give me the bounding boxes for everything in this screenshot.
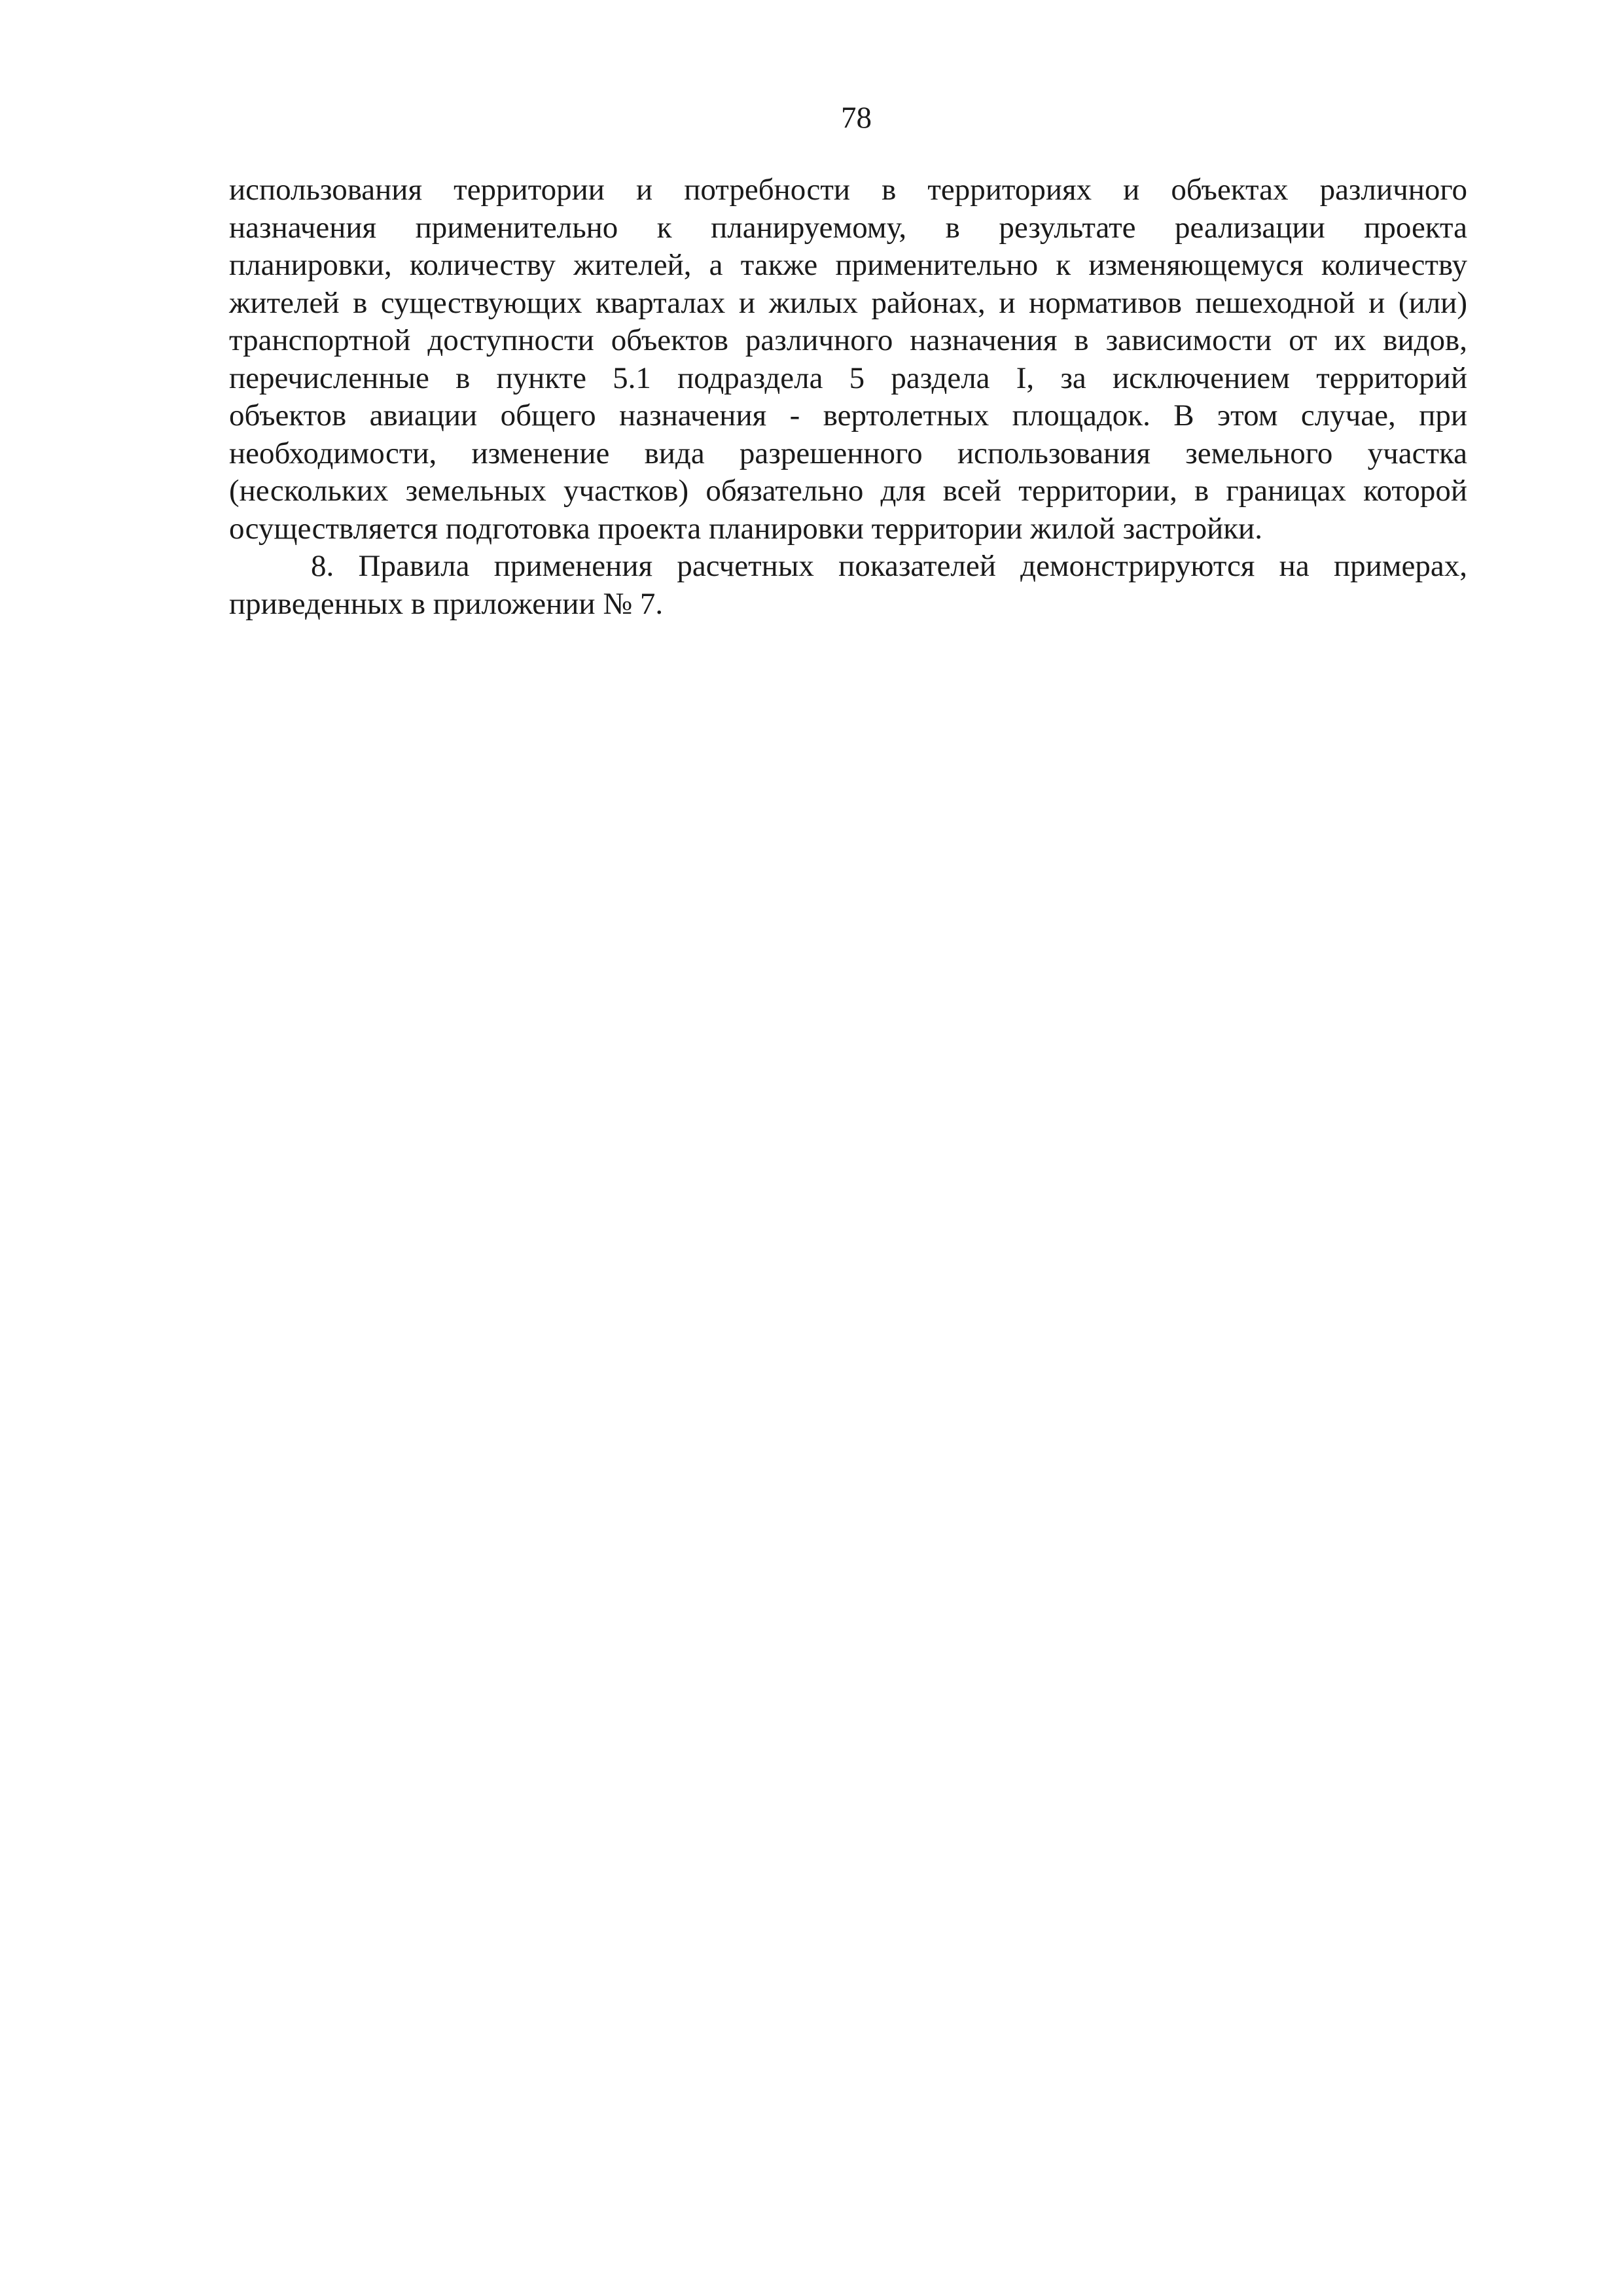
text-line: жителей в существующих кварталах и жилых районах, и нормативов пешеходной и (или) — [229, 285, 1467, 320]
text-line: приведенных в приложении № 7. — [229, 586, 664, 621]
text-line: транспортной доступности объектов различного назначения в зависимости от их видов, — [229, 323, 1467, 357]
page-number: 78 — [841, 101, 872, 135]
text-line: 8. Правила применения расчетных показателей демонстрируются на примерах, — [311, 549, 1467, 583]
text-line: осуществляется подготовка проекта планировки территории жилой застройки. — [229, 511, 1262, 546]
text-line: необходимости, изменение вида разрешенного использования земельного участка — [229, 436, 1467, 470]
text-line: перечисленные в пункте 5.1 подраздела 5 раздела I, за исключением территорий — [229, 361, 1467, 395]
paragraph-item-8 — [229, 548, 1467, 623]
text-line: объектов авиации общего назначения - вертолетных площадок. В этом случае, при — [229, 398, 1467, 433]
text-line: планировки, количеству жителей, а также применительно к изменяющемуся количеству — [229, 248, 1467, 282]
paragraph-continuation — [229, 171, 1467, 548]
text-line: (нескольких земельных участков) обязательно для всей территории, в границах которой — [229, 474, 1467, 508]
document-body — [229, 171, 1467, 623]
text-line: использования территории и потребности в территориях и объектах различного — [229, 173, 1467, 207]
text-line: назначения применительно к планируемому, в результате реализации проекта — [229, 210, 1467, 245]
